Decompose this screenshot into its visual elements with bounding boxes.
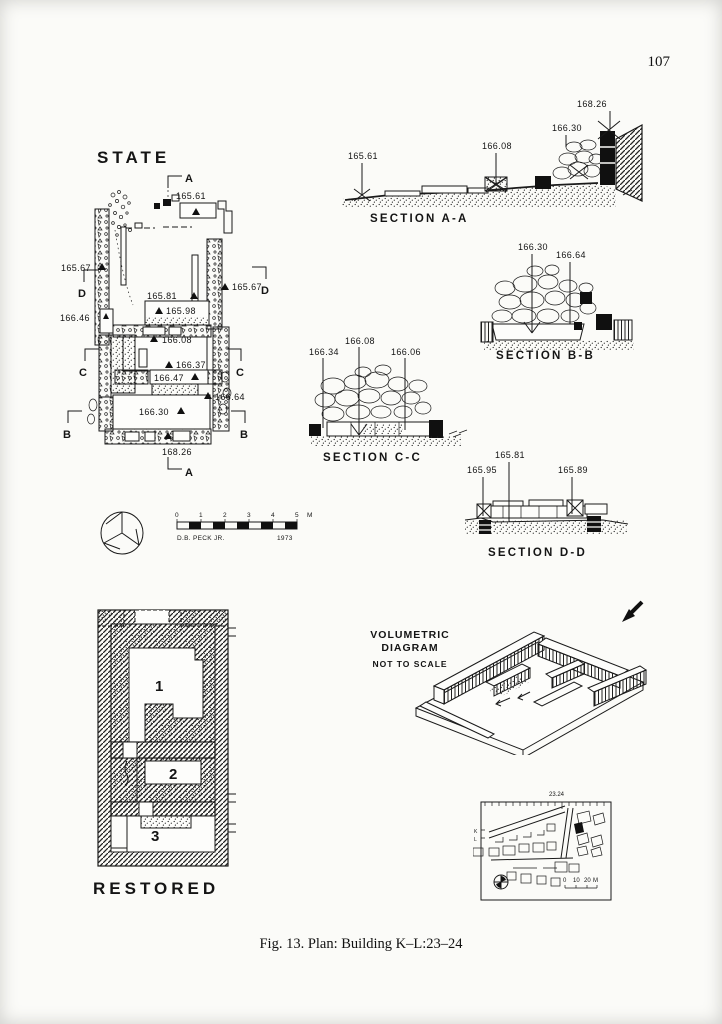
- north-compass-icon: [92, 503, 152, 563]
- marker-a-top: A: [185, 173, 193, 185]
- elev-bench-upper: 165.81: [147, 291, 177, 301]
- scale-tick-3: 3: [247, 512, 251, 519]
- site-map-scale-0: 0: [563, 878, 567, 884]
- scale-tick-4: 4: [271, 512, 275, 519]
- site-map-scale-10: 10: [573, 878, 580, 884]
- marker-d-left: D: [78, 288, 86, 300]
- section-cc-figure: [303, 330, 485, 468]
- north-arrow-icon: [622, 602, 642, 622]
- scale-bar-segments: [177, 519, 297, 529]
- section-dd-figure: [463, 440, 668, 565]
- section-bb-drawing: [481, 254, 634, 350]
- elev-right-mid: 166.64: [215, 392, 245, 402]
- scale-year: 1973: [277, 535, 293, 542]
- elev-threshold-boxed: 166.47: [154, 373, 184, 383]
- elev-top: 165.61: [176, 191, 206, 201]
- restored-plan-figure: [83, 598, 248, 903]
- bb-label-16664: 166.64: [556, 250, 586, 260]
- site-map-scale-20: 20: [584, 878, 591, 884]
- volumetric-drawing: [416, 632, 646, 755]
- scale-bar: [165, 505, 325, 553]
- section-aa-drawing: [342, 111, 642, 207]
- site-map-grid-label: 23.24: [549, 792, 565, 798]
- dd-label-16595: 165.95: [467, 465, 497, 475]
- restored-room-2: 2: [169, 766, 178, 783]
- elev-bottom-wall: 168.26: [162, 447, 192, 457]
- scale-unit: M: [307, 512, 313, 519]
- marker-a-bottom: A: [185, 467, 193, 479]
- aa-label-16826: 168.26: [577, 99, 607, 109]
- bb-label-16630: 166.30: [518, 242, 548, 252]
- figure-caption: Fig. 13. Plan: Building K–L:23–24: [259, 936, 463, 952]
- section-dd-title: SECTION D-D: [488, 547, 587, 559]
- cc-label-16634: 166.34: [309, 347, 339, 357]
- cc-label-16606: 166.06: [391, 347, 421, 357]
- section-aa-title: SECTION A-A: [370, 213, 469, 225]
- restored-plan-drawing: [98, 610, 236, 866]
- scale-tick-2: 2: [223, 512, 227, 519]
- state-plan-drawing: [88, 191, 233, 445]
- marker-b-right: B: [240, 429, 248, 441]
- section-bb-title: SECTION B-B: [496, 350, 595, 362]
- dd-label-16589: 165.89: [558, 465, 588, 475]
- site-map-figure: [473, 780, 645, 912]
- elev-room2-floor: 166.08: [162, 335, 192, 345]
- elev-threshold-upper: 166.37: [176, 360, 206, 370]
- aa-label-16608: 166.08: [482, 141, 512, 151]
- state-plan-figure: [55, 135, 295, 495]
- page-number: 107: [647, 54, 670, 70]
- scale-tick-0: 0: [175, 512, 179, 519]
- volumetric-diagram-figure: [338, 590, 658, 755]
- site-map-scale-unit: M: [593, 878, 598, 884]
- section-cc-title: SECTION C-C: [323, 452, 422, 464]
- site-map-row-k: K: [474, 829, 478, 835]
- cc-label-16608: 166.08: [345, 336, 375, 346]
- state-plan-title: STATE: [97, 148, 171, 167]
- site-map-row-l: L: [474, 837, 477, 843]
- aa-label-16630: 166.30: [552, 123, 582, 133]
- marker-b-left: B: [63, 429, 71, 441]
- section-aa-figure: [330, 95, 645, 230]
- aa-label-16561: 165.61: [348, 151, 378, 161]
- elev-left-upper: 165.67: [61, 263, 91, 273]
- volumetric-title-line1: VOLUMETRIC: [370, 629, 450, 641]
- marker-c-left: C: [79, 367, 87, 379]
- dd-label-16581: 165.81: [495, 450, 525, 460]
- restored-plan-title: RESTORED: [93, 879, 220, 898]
- elev-left-mid: 166.46: [60, 313, 90, 323]
- restored-room-3: 3: [151, 828, 160, 845]
- volumetric-title-line2: DIAGRAM: [381, 642, 439, 654]
- elev-right-upper: 165.67: [232, 282, 262, 292]
- section-cc-drawing: [309, 347, 467, 446]
- marker-d-right: D: [261, 285, 269, 297]
- scale-tick-1: 1: [199, 512, 203, 519]
- site-map-drawing: [473, 802, 611, 900]
- restored-room-1: 1: [155, 678, 164, 695]
- marker-c-right: C: [236, 367, 244, 379]
- elev-room3-floor: 166.30: [139, 407, 169, 417]
- scale-tick-5: 5: [295, 512, 299, 519]
- elev-bench-lower: 165.98: [166, 306, 196, 316]
- volumetric-note: NOT TO SCALE: [372, 659, 448, 669]
- scale-credit: D.B. PECK JR.: [177, 535, 225, 542]
- section-bb-figure: [480, 238, 665, 366]
